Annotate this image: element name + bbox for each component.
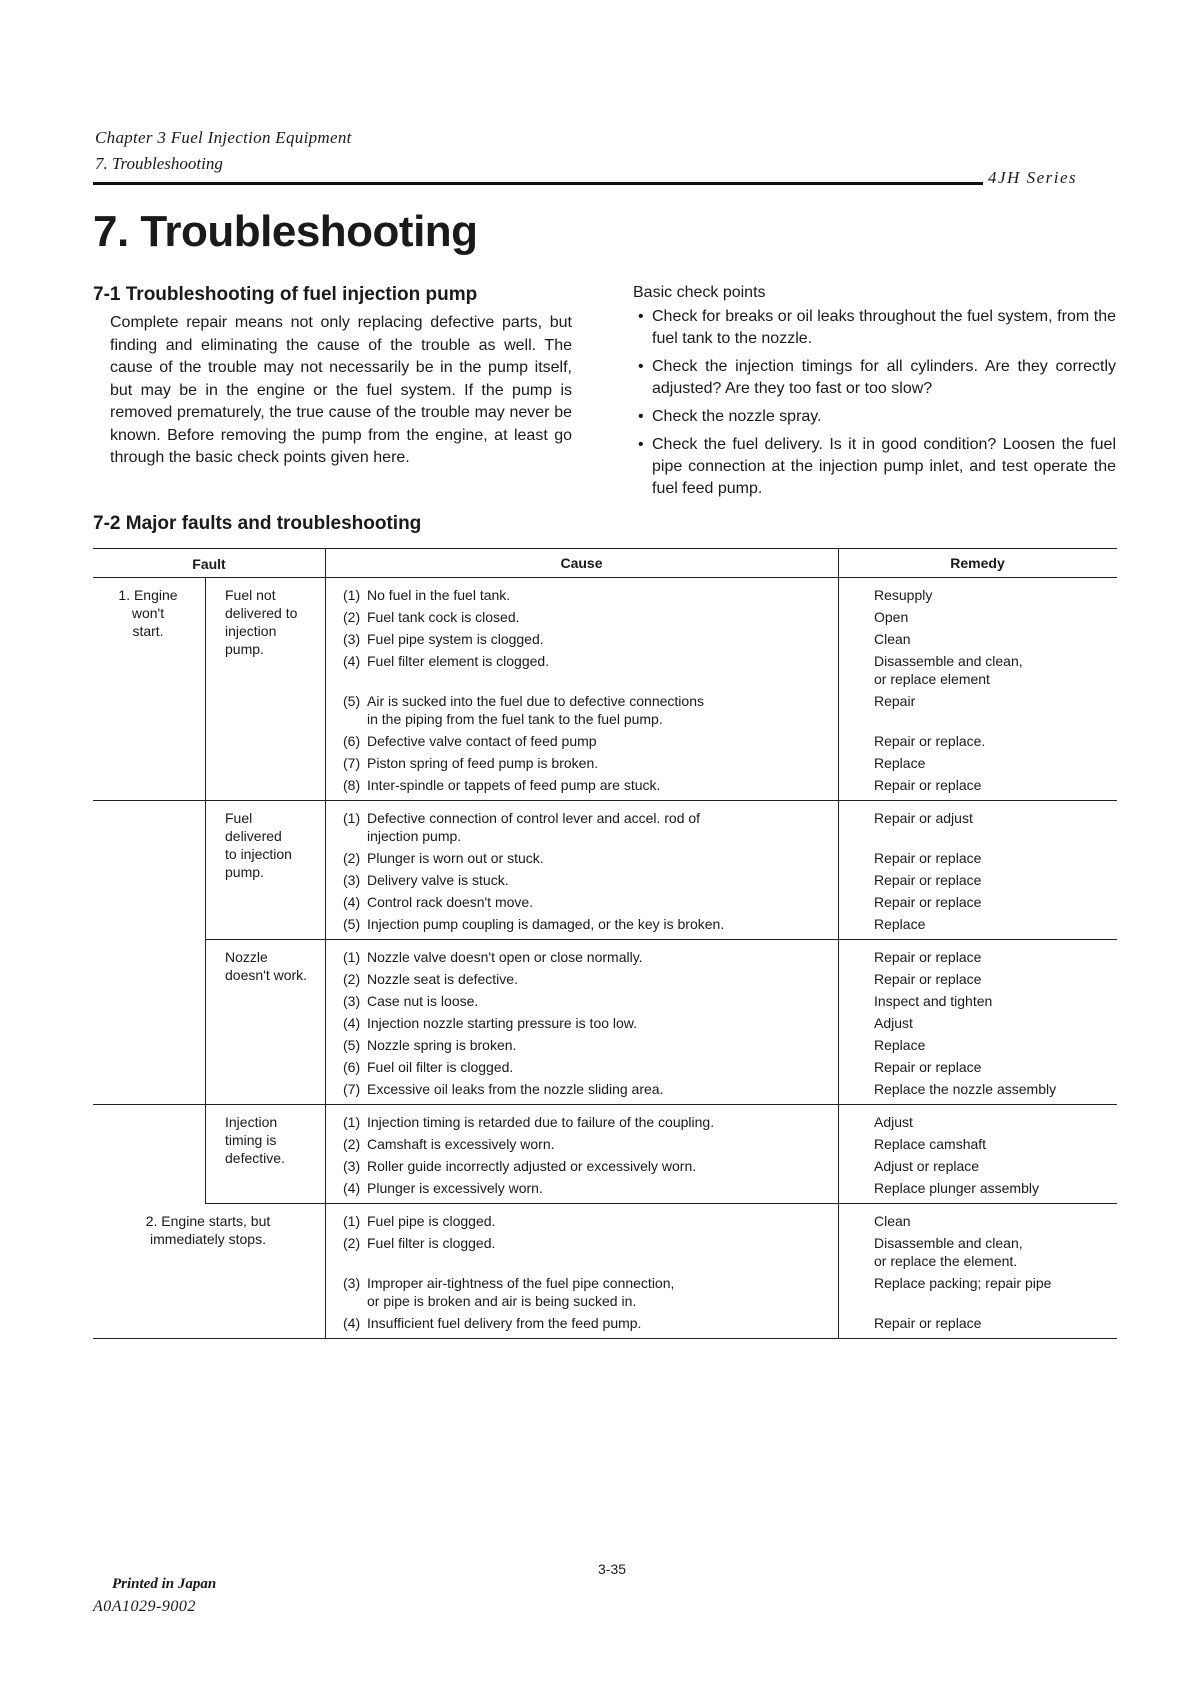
remedy-text: Adjust or replace — [874, 1158, 980, 1174]
section-7-1-heading: 7-1 Troubleshooting of fuel injection pump — [93, 284, 478, 305]
cause-text: Excessive oil leaks from the nozzle sliding area. — [367, 1081, 664, 1097]
remedy-text: Repair or replace — [874, 894, 982, 910]
table-rule — [93, 577, 1117, 578]
cause-number: (2) — [343, 850, 361, 866]
sub-fault-line: delivered — [225, 828, 282, 844]
cause-number: (4) — [343, 1180, 361, 1196]
cause-text: Injection nozzle starting pressure is too low. — [367, 1015, 638, 1031]
sub-fault-line: delivered to — [225, 605, 298, 621]
cause-number: (3) — [343, 993, 361, 1009]
remedy-text: Replace camshaft — [874, 1136, 987, 1152]
page-number: 3-35 — [598, 1561, 627, 1577]
remedy-cell — [874, 809, 1113, 827]
remedy-text: Replace the nozzle assembly — [874, 1081, 1057, 1097]
remedy-text: Repair or replace — [874, 850, 982, 866]
cause-cell — [343, 1274, 834, 1310]
cause-cell — [343, 652, 834, 670]
section-7-1-body: Complete repair means not only replacing defective parts, but finding and eliminating the cause of the trouble as well. The cause of the trouble may not necessarily be in the pump itself, but may be in the engine or the fuel system. If the pump is removed prematurely, the true cause of the trouble may never be known. Before removing the pump from the engine, at least go through the basic check points given here. — [110, 314, 572, 466]
remedy-text: Clean — [874, 631, 911, 647]
cause-cell — [343, 586, 834, 604]
cause-number: (8) — [343, 777, 361, 793]
remedy-header: Remedy — [950, 555, 1005, 571]
cause-cell — [343, 630, 834, 648]
header-rule — [93, 182, 983, 185]
cause-text: in the piping from the fuel tank to the fuel pump. — [367, 711, 663, 727]
cause-number: (1) — [343, 1114, 361, 1130]
cause-text: Improper air-tightness of the fuel pipe connection, — [367, 1275, 675, 1291]
cause-number: (2) — [343, 609, 361, 625]
remedy-cell — [874, 849, 1113, 867]
remedy-cell — [874, 893, 1113, 911]
cause-cell — [343, 871, 834, 889]
cause-cell — [343, 1058, 834, 1076]
remedy-text: Replace — [874, 755, 926, 771]
cause-number: (1) — [343, 949, 361, 965]
cause-text: Injection pump coupling is damaged, or the key is broken. — [367, 916, 725, 932]
remedy-text: Clean — [874, 1213, 911, 1229]
cause-cell — [343, 1234, 834, 1252]
remedy-text: Repair or replace — [874, 777, 982, 793]
sub-fault-line: to injection — [225, 846, 292, 862]
cause-cell — [343, 1314, 834, 1332]
cause-cell — [343, 1113, 834, 1131]
remedy-text: Repair or replace — [874, 949, 982, 965]
cause-cell — [343, 732, 834, 750]
remedy-cell — [874, 1314, 1113, 1332]
basic-check-item: • Check the nozzle spray. — [636, 406, 1116, 428]
remedy-text: or replace element — [874, 671, 990, 687]
remedy-cell — [874, 1113, 1113, 1131]
cause-cell — [343, 1080, 834, 1098]
cause-number: (5) — [343, 693, 361, 709]
sub-fault-line: injection — [225, 623, 277, 639]
fault-1-label — [103, 586, 193, 640]
page-title: 7. Troubleshooting — [93, 207, 478, 256]
cause-text: Fuel tank cock is closed. — [367, 609, 520, 625]
cause-number: (1) — [343, 810, 361, 826]
remedy-text: Disassemble and clean, — [874, 1235, 1023, 1251]
cause-number: (3) — [343, 1158, 361, 1174]
cause-number: (2) — [343, 1235, 361, 1251]
remedy-text: Replace — [874, 1037, 926, 1053]
remedy-text: Repair — [874, 693, 916, 709]
cause-cell — [343, 776, 834, 794]
cause-text: Camshaft is excessively worn. — [367, 1136, 555, 1152]
cause-text: Control rack doesn't move. — [367, 894, 534, 910]
basic-check-title: Basic check points — [633, 284, 766, 301]
cause-number: (3) — [343, 1275, 361, 1291]
remedy-cell — [874, 630, 1113, 648]
sub-fault-line: defective. — [225, 1150, 285, 1166]
cause-number: (1) — [343, 587, 361, 603]
sub-fault-label — [225, 586, 325, 658]
remedy-cell — [874, 1080, 1113, 1098]
sub-fault-line: doesn't work. — [225, 967, 308, 983]
cause-text: Fuel filter is clogged. — [367, 1235, 496, 1251]
section-header: 7. Troubleshooting — [95, 154, 223, 173]
sub-fault-line: Fuel — [225, 810, 253, 826]
fault-label-line: 1. Engine — [118, 587, 178, 603]
remedy-cell — [874, 1135, 1113, 1153]
remedy-cell — [874, 915, 1113, 933]
sub-fault-label — [225, 1113, 325, 1167]
table-column-rule — [205, 577, 206, 1203]
chapter-header: Chapter 3 Fuel Injection Equipment — [95, 128, 352, 147]
series-label: 4JH Series — [988, 168, 1078, 187]
remedy-cell — [874, 871, 1113, 889]
cause-text: Fuel oil filter is clogged. — [367, 1059, 514, 1075]
cause-text: Plunger is worn out or stuck. — [367, 850, 544, 866]
fault-label-line: 2. Engine starts, but — [145, 1213, 271, 1229]
cause-text: Defective connection of control lever and accel. rod of — [367, 810, 701, 826]
cause-number: (6) — [343, 1059, 361, 1075]
cause-text: Nozzle valve doesn't open or close normally. — [367, 949, 643, 965]
sub-fault-label — [225, 948, 325, 984]
remedy-cell — [874, 970, 1113, 988]
basic-check-item: • Check for breaks or oil leaks throughout the fuel system, from the fuel tank to the nozzle. — [636, 306, 1116, 350]
remedy-text: Replace — [874, 916, 926, 932]
table-rule — [205, 939, 1117, 940]
basic-check-list — [636, 306, 1116, 506]
table-rule — [205, 1203, 1117, 1204]
cause-text: Insufficient fuel delivery from the feed pump. — [367, 1315, 642, 1331]
cause-cell — [343, 948, 834, 966]
cause-number: (7) — [343, 755, 361, 771]
table-column-rule — [838, 548, 839, 1338]
cause-number: (4) — [343, 1015, 361, 1031]
table-rule — [93, 548, 1117, 549]
cause-cell — [343, 809, 834, 845]
fault-label-line: start. — [132, 623, 164, 639]
basic-check-item: • Check the fuel delivery. Is it in good condition? Loosen the fuel pipe connection at the injection pump inlet, and test operate the fuel feed pump. — [636, 434, 1116, 500]
sub-fault-line: Fuel not — [225, 587, 276, 603]
cause-text: Nozzle spring is broken. — [367, 1037, 517, 1053]
remedy-text: Repair or adjust — [874, 810, 973, 826]
remedy-cell — [874, 948, 1113, 966]
cause-cell — [343, 1014, 834, 1032]
sub-fault-label — [225, 809, 325, 881]
cause-header: Cause — [560, 555, 603, 571]
cause-number: (3) — [343, 631, 361, 647]
remedy-text: Repair or replace — [874, 1315, 982, 1331]
basic-check-item: • Check the injection timings for all cylinders. Are they correctly adjusted? Are they too fast or too slow? — [636, 356, 1116, 400]
fault-label-line: immediately stops. — [150, 1231, 266, 1247]
cause-cell — [343, 692, 834, 728]
remedy-cell — [874, 652, 1113, 688]
remedy-cell — [874, 754, 1113, 772]
cause-number: (6) — [343, 733, 361, 749]
remedy-text: Open — [874, 609, 909, 625]
cause-text: or pipe is broken and air is being sucked in. — [367, 1293, 637, 1309]
remedy-text: or replace the element. — [874, 1253, 1018, 1269]
fault-label-line: won't — [131, 605, 165, 621]
remedy-text: Resupply — [874, 587, 933, 603]
remedy-cell — [874, 1274, 1113, 1292]
printed-in-label: Printed in Japan — [112, 1576, 217, 1592]
cause-cell — [343, 849, 834, 867]
remedy-cell — [874, 776, 1113, 794]
remedy-text: Adjust — [874, 1015, 913, 1031]
remedy-text: Inspect and tighten — [874, 993, 993, 1009]
cause-cell — [343, 1179, 834, 1197]
cause-text: Air is sucked into the fuel due to defective connections — [367, 693, 704, 709]
cause-cell — [343, 1157, 834, 1175]
cause-text: Fuel filter element is clogged. — [367, 653, 550, 669]
cause-cell — [343, 915, 834, 933]
cause-number: (5) — [343, 916, 361, 932]
cause-number: (4) — [343, 1315, 361, 1331]
cause-number: (4) — [343, 894, 361, 910]
document-code: A0A1029-9002 — [93, 1598, 196, 1615]
cause-text: No fuel in the fuel tank. — [367, 587, 511, 603]
remedy-cell — [874, 1212, 1113, 1230]
fault-header: Fault — [192, 556, 226, 572]
cause-number: (7) — [343, 1081, 361, 1097]
remedy-text: Replace packing; repair pipe — [874, 1275, 1052, 1291]
sub-fault-line: pump. — [225, 864, 264, 880]
cause-text: Plunger is excessively worn. — [367, 1180, 543, 1196]
cause-number: (2) — [343, 1136, 361, 1152]
remedy-cell — [874, 1036, 1113, 1054]
sub-fault-line: Injection — [225, 1114, 278, 1130]
cause-text: Injection timing is retarded due to failure of the coupling. — [367, 1114, 715, 1130]
remedy-text: Repair or replace — [874, 872, 982, 888]
remedy-text: Repair or replace — [874, 971, 982, 987]
cause-text: injection pump. — [367, 828, 462, 844]
remedy-cell — [874, 1058, 1113, 1076]
cause-text: Delivery valve is stuck. — [367, 872, 509, 888]
cause-number: (2) — [343, 971, 361, 987]
cause-cell — [343, 992, 834, 1010]
cause-text: Defective valve contact of feed pump — [367, 733, 597, 749]
remedy-cell — [874, 732, 1113, 750]
remedy-text: Replace plunger assembly — [874, 1180, 1039, 1196]
remedy-text: Repair or replace. — [874, 733, 986, 749]
cause-cell — [343, 608, 834, 626]
remedy-cell — [874, 1014, 1113, 1032]
fault-2-label — [103, 1212, 313, 1248]
cause-cell — [343, 754, 834, 772]
cause-text: Roller guide incorrectly adjusted or excessively worn. — [367, 1158, 697, 1174]
table-rule — [93, 800, 1117, 801]
cause-number: (1) — [343, 1213, 361, 1229]
cause-text: Nozzle seat is defective. — [367, 971, 518, 987]
table-rule — [93, 1338, 1117, 1339]
remedy-cell — [874, 586, 1113, 604]
remedy-text: Adjust — [874, 1114, 913, 1130]
cause-number: (4) — [343, 653, 361, 669]
cause-text: Fuel pipe is clogged. — [367, 1213, 496, 1229]
cause-cell — [343, 1135, 834, 1153]
table-rule — [93, 1104, 1117, 1105]
cause-text: Case nut is loose. — [367, 993, 479, 1009]
remedy-cell — [874, 1179, 1113, 1197]
sub-fault-line: pump. — [225, 641, 264, 657]
cause-cell — [343, 1036, 834, 1054]
remedy-cell — [874, 608, 1113, 626]
section-7-2-heading: 7-2 Major faults and troubleshooting — [93, 513, 422, 534]
cause-cell — [343, 970, 834, 988]
cause-text: Inter-spindle or tappets of feed pump are stuck. — [367, 777, 661, 793]
cause-number: (3) — [343, 872, 361, 888]
remedy-cell — [874, 692, 1113, 710]
remedy-cell — [874, 1157, 1113, 1175]
cause-text: Fuel pipe system is clogged. — [367, 631, 544, 647]
remedy-text: Repair or replace — [874, 1059, 982, 1075]
remedy-text: Disassemble and clean, — [874, 653, 1023, 669]
cause-cell — [343, 893, 834, 911]
cause-number: (5) — [343, 1037, 361, 1053]
cause-text: Piston spring of feed pump is broken. — [367, 755, 599, 771]
remedy-cell — [874, 1234, 1113, 1270]
table-column-rule — [325, 548, 326, 1338]
cause-cell — [343, 1212, 834, 1230]
sub-fault-line: timing is — [225, 1132, 277, 1148]
sub-fault-line: Nozzle — [225, 949, 268, 965]
remedy-cell — [874, 992, 1113, 1010]
